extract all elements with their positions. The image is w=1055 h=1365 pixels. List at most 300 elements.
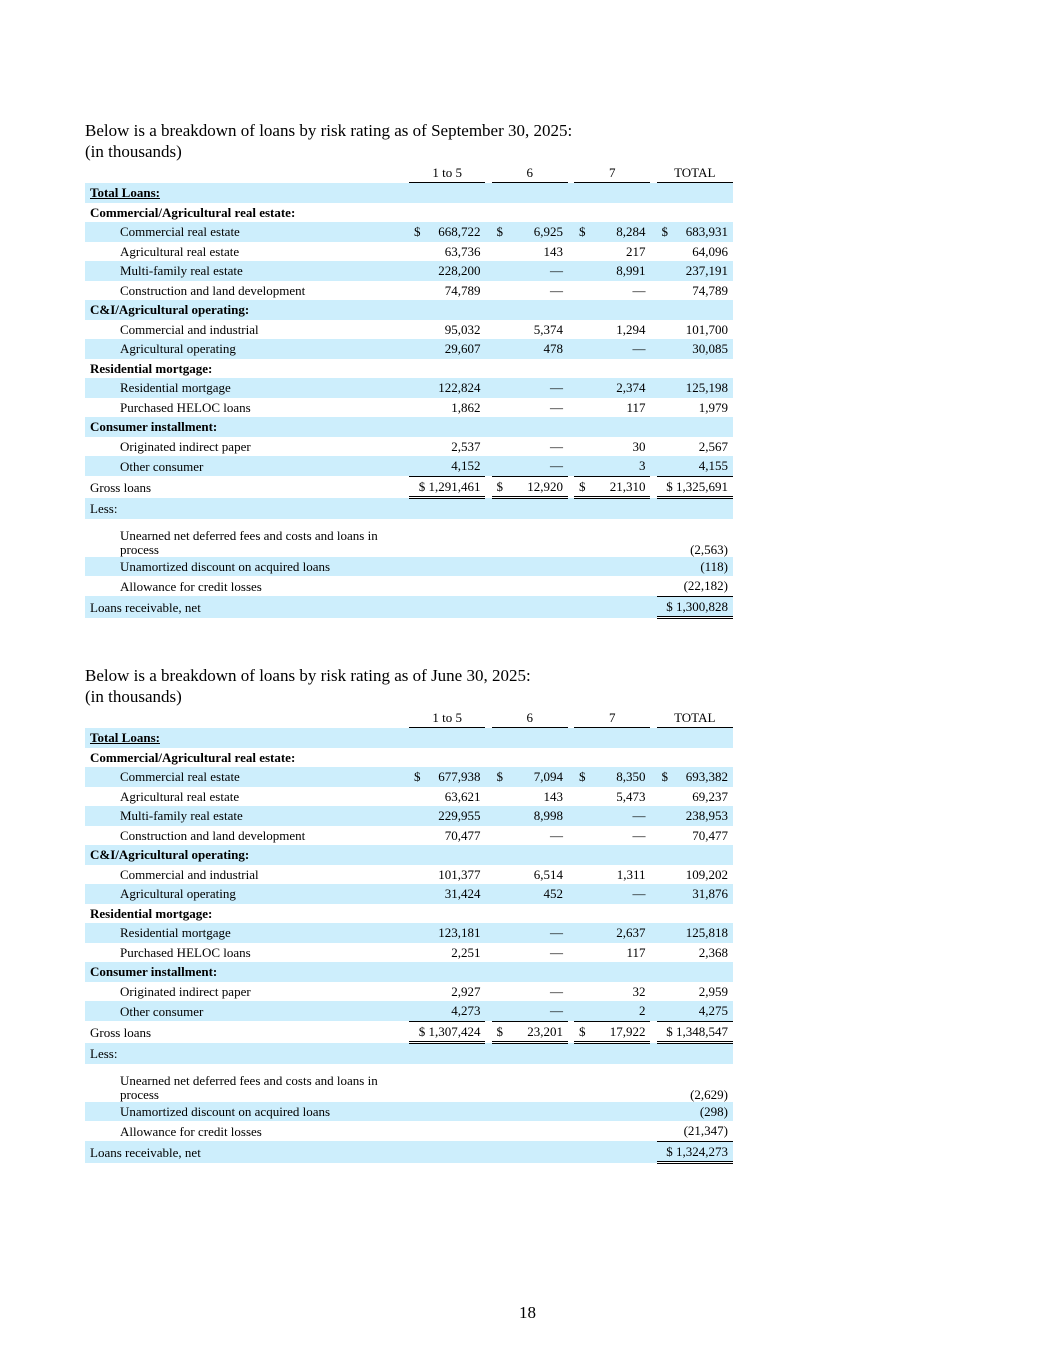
row-label: C&I/Agricultural operating: xyxy=(85,845,409,865)
value-cell xyxy=(409,359,485,379)
cell-value: 4,152 xyxy=(451,458,481,473)
value-cell xyxy=(657,962,734,982)
table-row xyxy=(85,806,733,826)
value-cell xyxy=(492,557,568,577)
value-cell xyxy=(574,1121,650,1141)
column-header: TOTAL xyxy=(657,707,734,728)
value-cell xyxy=(409,806,485,826)
value-cell xyxy=(409,222,485,242)
value-cell xyxy=(492,596,568,618)
value-cell xyxy=(657,378,734,398)
group-header-row xyxy=(85,845,733,865)
row-label: Commercial real estate xyxy=(85,767,409,787)
header-row xyxy=(85,707,733,728)
cell-value: $ 1,325,691 xyxy=(666,478,728,494)
value-cell xyxy=(657,596,734,618)
value-cell xyxy=(574,596,650,618)
cell-value: 7,094 xyxy=(533,769,563,784)
value-cell xyxy=(574,378,650,398)
cell-value: 122,824 xyxy=(438,380,481,395)
column-header: 6 xyxy=(492,162,568,183)
value-cell xyxy=(574,498,650,519)
value-cell xyxy=(492,203,568,223)
value-cell xyxy=(492,1021,568,1043)
cell-value: 17,922 xyxy=(609,1023,646,1039)
value-cell xyxy=(492,904,568,924)
total-loans-row xyxy=(85,183,733,203)
row-label: Total Loans: xyxy=(85,728,409,748)
value-cell xyxy=(657,826,734,846)
table-row xyxy=(85,865,733,885)
row-label: Purchased HELOC loans xyxy=(120,944,251,960)
value-cell xyxy=(409,261,485,281)
cell-value: — xyxy=(632,341,646,356)
value-cell xyxy=(657,787,734,807)
cell-value: — xyxy=(549,399,563,415)
value-cell xyxy=(574,748,650,768)
value-cell xyxy=(409,1064,485,1102)
value-cell xyxy=(492,339,568,359)
value-cell xyxy=(409,281,485,301)
value-cell xyxy=(409,398,485,418)
value-cell xyxy=(574,242,650,262)
table-row xyxy=(85,261,733,281)
value-cell xyxy=(492,1141,568,1163)
value-cell xyxy=(657,728,734,748)
value-cell xyxy=(657,519,734,557)
cell-value: 63,736 xyxy=(444,243,481,259)
row-label: Other consumer xyxy=(85,1001,409,1021)
value-cell xyxy=(492,845,568,865)
value-cell xyxy=(492,923,568,943)
value-cell xyxy=(574,437,650,457)
value-cell xyxy=(492,1043,568,1064)
cell-value: 2,567 xyxy=(698,438,728,454)
value-cell xyxy=(574,904,650,924)
value-cell xyxy=(409,787,485,807)
value-cell xyxy=(409,557,485,577)
row-label: Loans receivable, net xyxy=(85,1141,409,1163)
row-label: Residential mortgage xyxy=(85,378,409,398)
value-cell xyxy=(409,498,485,519)
cell-value: 452 xyxy=(543,886,563,901)
value-cell xyxy=(409,596,485,618)
cell-value: 238,953 xyxy=(685,808,728,823)
row-label: Commercial real estate xyxy=(85,222,409,242)
table-row xyxy=(85,1064,733,1102)
value-cell xyxy=(409,1102,485,1122)
row-label: Purchased HELOC loans xyxy=(120,399,251,415)
value-cell xyxy=(492,884,568,904)
value-cell xyxy=(492,498,568,519)
row-label: C&I/Agricultural operating: xyxy=(85,300,409,320)
value-cell xyxy=(409,962,485,982)
cell-value: 123,181 xyxy=(438,925,481,940)
cell-value: — xyxy=(549,282,563,298)
cell-value: 2,251 xyxy=(451,944,481,960)
cell-value: 229,955 xyxy=(438,808,481,823)
value-cell xyxy=(574,398,650,418)
table-row xyxy=(85,320,733,340)
value-cell xyxy=(657,1021,734,1043)
value-cell xyxy=(657,576,734,596)
row-label: Commercial/Agricultural real estate: xyxy=(90,749,296,765)
cell-value: 3 xyxy=(638,458,646,473)
table-section xyxy=(85,665,735,1164)
value-cell xyxy=(574,281,650,301)
cell-value: 31,424 xyxy=(444,886,481,901)
column-header: TOTAL xyxy=(657,162,734,183)
cell-value: 4,273 xyxy=(451,1003,481,1018)
value-cell xyxy=(492,1001,568,1021)
cell-value: — xyxy=(549,983,563,999)
cell-value: 2 xyxy=(638,1003,646,1018)
gross-loans-row xyxy=(85,1021,733,1043)
currency-symbol: $ xyxy=(496,769,503,784)
cell-value: 1,294 xyxy=(616,321,646,337)
cell-value: 95,032 xyxy=(444,321,481,337)
value-cell xyxy=(492,943,568,963)
currency-symbol: $ xyxy=(579,224,586,239)
cell-value: 683,931 xyxy=(685,224,728,239)
cell-value: 217 xyxy=(625,243,646,259)
value-cell xyxy=(409,519,485,557)
row-label: Construction and land development xyxy=(120,282,306,298)
value-cell xyxy=(409,1121,485,1141)
value-cell xyxy=(574,923,650,943)
cell-value: 125,198 xyxy=(685,380,728,395)
value-cell xyxy=(492,378,568,398)
cell-value: 23,201 xyxy=(527,1023,563,1039)
value-cell xyxy=(657,456,734,476)
table-section xyxy=(85,120,735,619)
cell-value: 117 xyxy=(626,399,646,415)
cell-value: 668,722 xyxy=(438,224,481,239)
row-label: Agricultural real estate xyxy=(120,788,240,804)
cell-value: — xyxy=(549,263,563,278)
cell-value: 101,377 xyxy=(438,866,481,882)
net-loans-row xyxy=(85,1141,733,1163)
cell-value: $ 1,324,273 xyxy=(666,1143,728,1159)
cell-value: 109,202 xyxy=(685,866,728,882)
table-row xyxy=(85,222,733,242)
value-cell xyxy=(657,1001,734,1021)
value-cell xyxy=(492,748,568,768)
cell-value: $ 1,291,461 xyxy=(418,478,481,494)
page-number: 18 xyxy=(519,1303,536,1322)
row-label: Unearned net deferred fees and costs and loans in process xyxy=(120,1072,378,1102)
cell-value: 74,789 xyxy=(692,282,728,298)
value-cell xyxy=(657,417,734,437)
table-row xyxy=(85,1102,733,1122)
table-intro: Below is a breakdown of loans by risk rating as of June 30, 2025: xyxy=(85,666,531,685)
table-row xyxy=(85,378,733,398)
value-cell xyxy=(657,300,734,320)
value-cell xyxy=(657,982,734,1002)
table-row xyxy=(85,281,733,301)
value-cell xyxy=(409,826,485,846)
value-cell xyxy=(657,943,734,963)
value-cell xyxy=(492,982,568,1002)
value-cell xyxy=(657,884,734,904)
table-row xyxy=(85,557,733,577)
group-header-row xyxy=(85,203,733,223)
value-cell xyxy=(657,806,734,826)
value-cell xyxy=(409,437,485,457)
value-cell xyxy=(657,923,734,943)
cell-value: — xyxy=(632,827,646,843)
value-cell xyxy=(574,865,650,885)
header-row xyxy=(85,162,733,183)
cell-value: 31,876 xyxy=(692,886,728,901)
table-row xyxy=(85,519,733,557)
table-row xyxy=(85,923,733,943)
value-cell xyxy=(492,398,568,418)
value-cell xyxy=(657,498,734,519)
value-cell xyxy=(492,242,568,262)
value-cell xyxy=(492,320,568,340)
value-cell xyxy=(657,1064,734,1102)
value-cell xyxy=(409,576,485,596)
cell-value: 677,938 xyxy=(438,769,481,784)
cell-value: 125,818 xyxy=(685,925,728,940)
cell-value: — xyxy=(632,886,646,901)
row-label: Agricultural real estate xyxy=(120,243,240,259)
group-header-row xyxy=(85,300,733,320)
value-cell xyxy=(574,339,650,359)
value-cell xyxy=(657,242,734,262)
cell-value: — xyxy=(549,1003,563,1018)
value-cell xyxy=(657,398,734,418)
table-row xyxy=(85,826,733,846)
cell-value: (2,629) xyxy=(690,1086,728,1102)
value-cell xyxy=(574,806,650,826)
value-cell xyxy=(409,300,485,320)
value-cell xyxy=(574,826,650,846)
table-row xyxy=(85,339,733,359)
value-cell xyxy=(574,1021,650,1043)
cell-value: 70,477 xyxy=(444,827,481,843)
cell-value: (118) xyxy=(700,558,728,574)
row-label: Originated indirect paper xyxy=(120,983,251,999)
currency-symbol: $ xyxy=(496,1023,503,1039)
cell-value: 69,237 xyxy=(692,788,728,804)
currency-symbol: $ xyxy=(661,224,668,239)
row-label: Allowance for credit losses xyxy=(120,1123,262,1139)
value-cell xyxy=(657,320,734,340)
cell-value: 30,085 xyxy=(692,341,728,356)
cell-value: 2,927 xyxy=(451,983,481,999)
cell-value: 2,637 xyxy=(616,925,646,940)
row-label: Loans receivable, net xyxy=(85,596,409,618)
gross-loans-row xyxy=(85,476,733,498)
row-label: Less: xyxy=(85,1043,409,1064)
value-cell xyxy=(492,728,568,748)
cell-value: 117 xyxy=(626,944,646,960)
value-cell xyxy=(409,320,485,340)
currency-symbol: $ xyxy=(661,769,668,784)
column-header: 6 xyxy=(492,707,568,728)
value-cell xyxy=(574,300,650,320)
cell-value: 6,514 xyxy=(533,866,563,882)
value-cell xyxy=(574,476,650,498)
currency-symbol: $ xyxy=(414,224,421,239)
loans-table xyxy=(85,707,733,1164)
cell-value: 2,959 xyxy=(698,983,728,999)
row-label: Unamortized discount on acquired loans xyxy=(85,557,409,577)
value-cell xyxy=(492,300,568,320)
cell-value: $ 1,307,424 xyxy=(418,1023,481,1039)
value-cell xyxy=(409,748,485,768)
value-cell xyxy=(574,456,650,476)
value-cell xyxy=(574,1064,650,1102)
cell-value: (22,182) xyxy=(683,578,728,593)
cell-value: 143 xyxy=(543,788,563,804)
less-row xyxy=(85,498,733,519)
row-label: Gross loans xyxy=(90,1025,152,1040)
table-row xyxy=(85,982,733,1002)
total-loans-row xyxy=(85,728,733,748)
table-row xyxy=(85,884,733,904)
value-cell xyxy=(492,1121,568,1141)
currency-symbol: $ xyxy=(579,769,586,784)
cell-value: (298) xyxy=(699,1103,728,1119)
value-cell xyxy=(574,261,650,281)
group-header-row xyxy=(85,904,733,924)
table-row xyxy=(85,398,733,418)
value-cell xyxy=(574,884,650,904)
value-cell xyxy=(409,982,485,1002)
value-cell xyxy=(409,456,485,476)
table-row xyxy=(85,1001,733,1021)
value-cell xyxy=(492,962,568,982)
cell-value: 12,920 xyxy=(527,478,563,494)
value-cell xyxy=(574,359,650,379)
cell-value: — xyxy=(549,925,563,940)
row-label: Originated indirect paper xyxy=(120,438,251,454)
table-row xyxy=(85,456,733,476)
value-cell xyxy=(409,865,485,885)
value-cell xyxy=(492,183,568,203)
cell-value: — xyxy=(632,282,646,298)
value-cell xyxy=(492,1102,568,1122)
value-cell xyxy=(657,281,734,301)
value-cell xyxy=(657,359,734,379)
row-label: Construction and land development xyxy=(120,827,306,843)
cell-value: 2,368 xyxy=(698,944,728,960)
cell-value: 63,621 xyxy=(444,788,481,804)
cell-value: 143 xyxy=(543,243,563,259)
value-cell xyxy=(409,476,485,498)
cell-value: — xyxy=(549,438,563,454)
loans-table xyxy=(85,162,733,619)
value-cell xyxy=(657,437,734,457)
value-cell xyxy=(574,1102,650,1122)
value-cell xyxy=(657,557,734,577)
currency-symbol: $ xyxy=(414,769,421,784)
value-cell xyxy=(409,339,485,359)
value-cell xyxy=(657,222,734,242)
row-label: Gross loans xyxy=(90,480,152,495)
value-cell xyxy=(574,943,650,963)
less-row xyxy=(85,1043,733,1064)
value-cell xyxy=(492,576,568,596)
cell-value: — xyxy=(549,458,563,473)
value-cell xyxy=(492,456,568,476)
value-cell xyxy=(657,767,734,787)
cell-value: 1,979 xyxy=(698,399,728,415)
cell-value: $ 1,348,547 xyxy=(666,1023,728,1039)
cell-value: (2,563) xyxy=(690,541,728,557)
value-cell xyxy=(574,728,650,748)
value-cell xyxy=(492,261,568,281)
value-cell xyxy=(492,417,568,437)
cell-value: 4,275 xyxy=(698,1003,728,1018)
value-cell xyxy=(657,1141,734,1163)
table-unit: (in thousands) xyxy=(85,142,182,161)
value-cell xyxy=(657,183,734,203)
value-cell xyxy=(492,787,568,807)
value-cell xyxy=(409,845,485,865)
cell-value: (21,347) xyxy=(683,1123,728,1138)
table-row xyxy=(85,242,733,262)
value-cell xyxy=(409,378,485,398)
value-cell xyxy=(657,748,734,768)
row-label: Residential mortgage: xyxy=(90,360,213,376)
cell-value: 8,998 xyxy=(533,808,563,823)
value-cell xyxy=(657,476,734,498)
group-header-row xyxy=(85,417,733,437)
value-cell xyxy=(492,865,568,885)
cell-value: 32 xyxy=(632,983,646,999)
row-label: Agricultural operating xyxy=(85,884,409,904)
cell-value: — xyxy=(549,827,563,843)
value-cell xyxy=(409,1043,485,1064)
cell-value: 2,374 xyxy=(616,380,646,395)
value-cell xyxy=(409,1001,485,1021)
table-unit: (in thousands) xyxy=(85,687,182,706)
row-label: Allowance for credit losses xyxy=(120,578,262,594)
value-cell xyxy=(409,242,485,262)
currency-symbol: $ xyxy=(579,1023,586,1039)
cell-value: — xyxy=(549,944,563,960)
value-cell xyxy=(574,982,650,1002)
value-cell xyxy=(492,1064,568,1102)
cell-value: 693,382 xyxy=(685,769,728,784)
cell-value: 74,789 xyxy=(444,282,481,298)
cell-value: 1,862 xyxy=(451,399,481,415)
row-label: Residential mortgage xyxy=(85,923,409,943)
cell-value: 70,477 xyxy=(692,827,728,843)
row-label: Multi-family real estate xyxy=(85,261,409,281)
net-loans-row xyxy=(85,596,733,618)
cell-value: 1,311 xyxy=(616,866,646,882)
cell-value: 237,191 xyxy=(685,263,728,278)
cell-value: 5,374 xyxy=(533,321,563,337)
value-cell xyxy=(657,203,734,223)
cell-value: 8,284 xyxy=(616,224,646,239)
currency-symbol: $ xyxy=(496,224,503,239)
value-cell xyxy=(574,320,650,340)
group-header-row xyxy=(85,962,733,982)
value-cell xyxy=(409,1141,485,1163)
row-label: Unamortized discount on acquired loans xyxy=(85,1102,409,1122)
row-label: Total Loans: xyxy=(85,183,409,203)
value-cell xyxy=(409,203,485,223)
column-header: 7 xyxy=(574,162,650,183)
cell-value: 8,350 xyxy=(616,769,646,784)
table-row xyxy=(85,576,733,596)
